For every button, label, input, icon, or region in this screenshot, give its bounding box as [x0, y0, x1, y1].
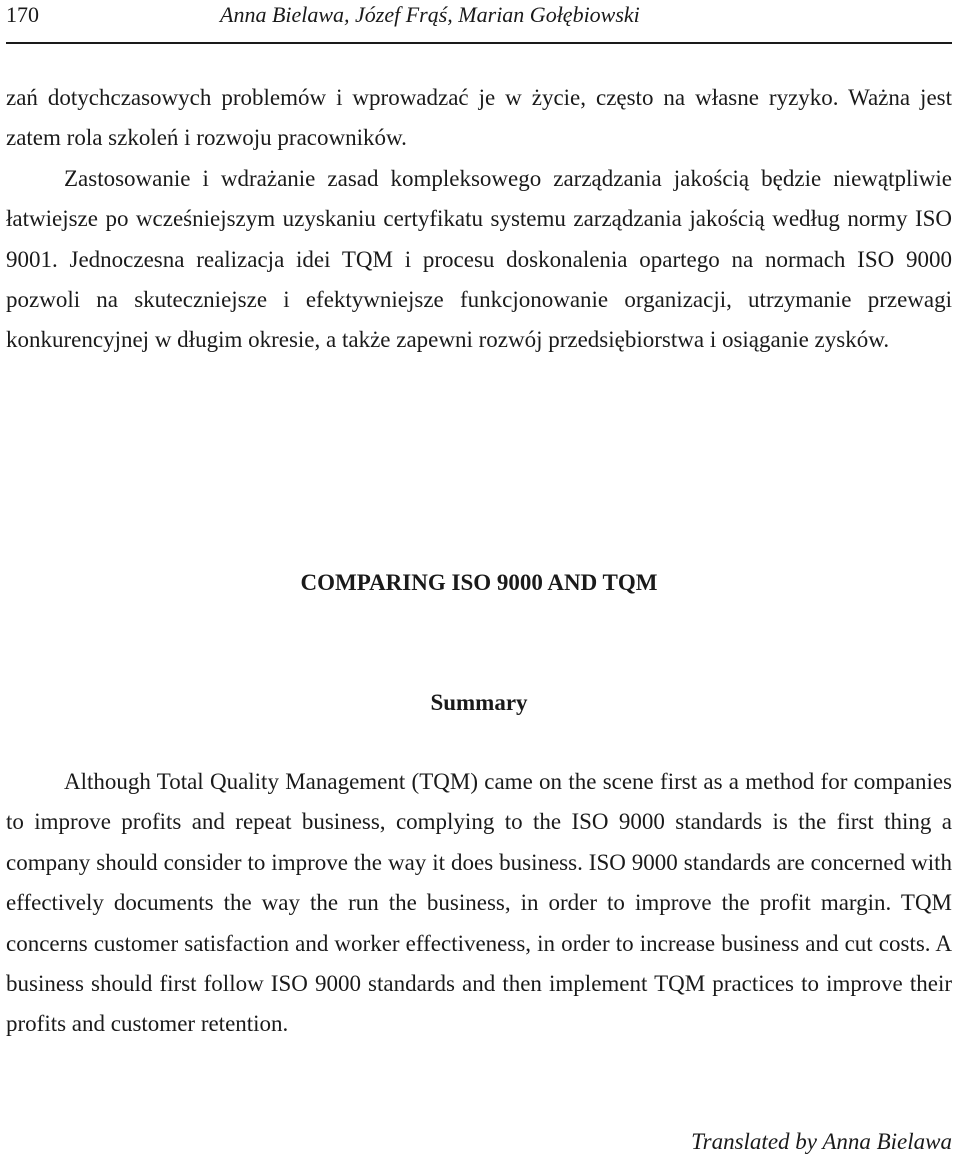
- article-title: COMPARING ISO 9000 AND TQM: [300, 570, 658, 595]
- translator-credit: Translated by Anna Bielawa: [691, 1129, 952, 1154]
- running-head-authors: Anna Bielawa, Józef Frąś, Marian Gołębiowski: [220, 2, 640, 27]
- summary-heading: Summary: [430, 690, 528, 715]
- continued-paragraph: zań dotychczasowych problemów i wprowadzać je w życie, często na własne ryzyko. Ważna jest zatem rola szkoleń i rozwoju pracowników.: [6, 85, 952, 151]
- page-number: 170: [6, 2, 39, 27]
- polish-text-block: [6, 78, 952, 361]
- header-rule: [6, 42, 952, 44]
- summary-block: [6, 762, 952, 1045]
- journal-page: [6, 0, 952, 1160]
- body-paragraph: Zastosowanie i wdrażanie zasad kompleksowego zarządzania jakością będzie niewątpliwie łatwiejsze po wcześniejszym uzyskaniu certyfikatu systemu zarządzania jakością według normy ISO 9001. Jednoczesna realizacja idei TQM i procesu doskonalenia opartego na normach ISO 9000 pozwoli na skuteczniejsze i efektywniejsze funkcjonowanie organizacji, utrzymanie przewagi konkurencyjnej w długim okresie, a także zapewni rozwój przedsiębiorstwa i osiąganie zysków.: [6, 165, 952, 353]
- summary-paragraph: Although Total Quality Management (TQM) came on the scene first as a method for companies to improve profits and repeat business, complying to the ISO 9000 standards is the first thing a company should consider to improve the way it does business. ISO 9000 standards are concerned with effectively documents the way the run the business, in order to improve the profit margin. TQM concerns customer satisfaction and worker effectiveness, in order to increase business and cut costs. A business should first follow ISO 9000 standards and then implement TQM practices to improve their profits and customer retention.: [6, 769, 952, 1037]
- running-head: [6, 0, 952, 34]
